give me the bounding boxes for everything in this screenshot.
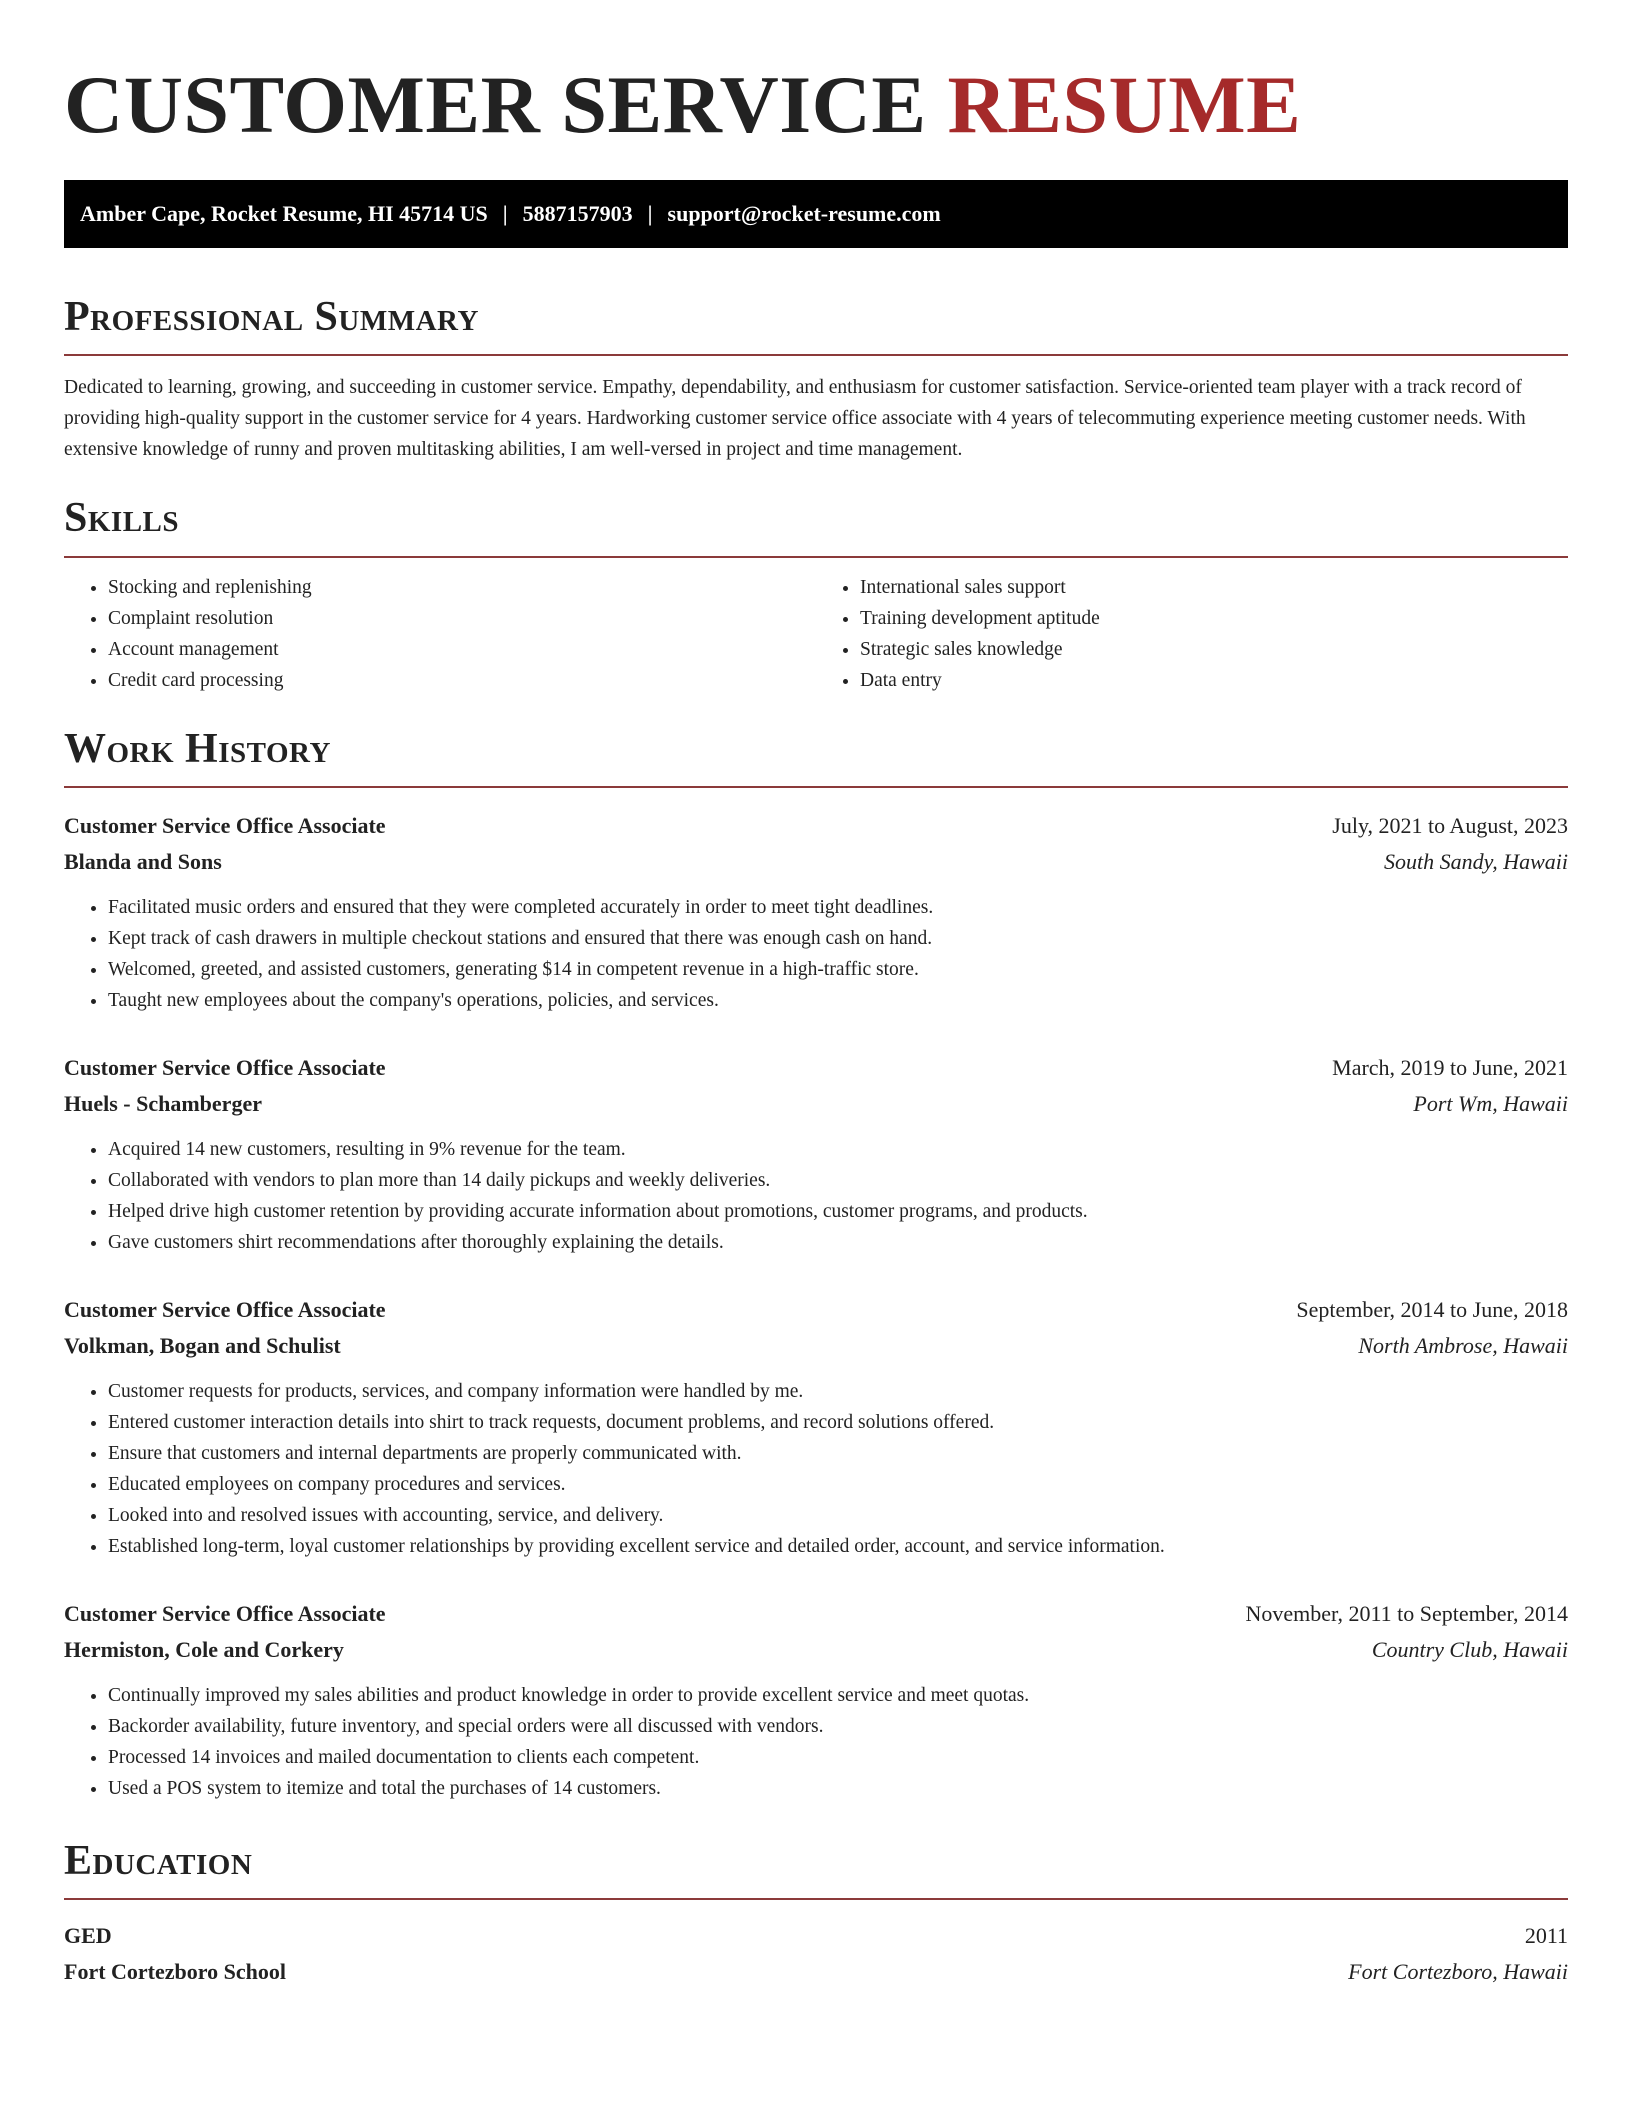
job-dates: September, 2014 to June, 2018 [1296, 1296, 1568, 1322]
summary-section [64, 294, 1568, 465]
job-bullets [64, 1134, 1568, 1258]
job-bullet: • Facilitated music orders and ensured that they were completed accurately in order to meet tight deadlines. [108, 892, 1568, 923]
work-history-heading: Work History [64, 725, 331, 772]
graduation-year: 2011 [1524, 1923, 1568, 1949]
contact-phone: 5887157903 [522, 201, 633, 227]
job-location: Port Wm, Hawaii [1413, 1090, 1568, 1116]
job-bullet: • Used a POS system to itemize and total the purchases of 14 customers. [108, 1773, 1568, 1804]
education-section [64, 1838, 1568, 1990]
skill-item: • Stocking and replenishing [108, 572, 816, 603]
skill-item: • Data entry [860, 665, 1568, 696]
job-bullet: • Entered customer interaction details into shirt to track requests, document problems, and record solutions offered. [108, 1407, 1568, 1438]
contact-separator: | [502, 201, 508, 227]
contact-bar [64, 180, 1568, 248]
skills-section [64, 495, 1568, 695]
summary-text: Dedicated to learning, growing, and succeeding in customer service. Empathy, dependability, and enthusiasm for customer satisfaction. Service-oriented team player with a track record of providing high-quality support in the customer service for 4 years. Hardworking customer service office associate with 4 years of telecommuting experience meeting customer needs. With extensive knowledge of runny and proven multitasking abilities, I am well-versed in project and time management. [64, 377, 1526, 461]
job-title: Customer Service Office Associate [64, 812, 386, 838]
contact-email: support@rocket-resume.com [667, 201, 941, 227]
job-bullet: • Welcomed, greeted, and assisted customers, generating $14 in competent revenue in a high-traffic store. [108, 954, 1568, 985]
job-bullet: • Established long-term, loyal customer relationships by providing excellent service and detailed order, account, and service information. [108, 1531, 1568, 1562]
job-dates: July, 2021 to August, 2023 [1332, 812, 1568, 838]
summary-heading: Professional Summary [64, 294, 479, 341]
contact-separator: | [647, 201, 653, 227]
job-bullet: • Looked into and resolved issues with accounting, service, and delivery. [108, 1500, 1568, 1531]
skills-columns [64, 572, 1568, 696]
education-entry [64, 1918, 1568, 1990]
section-divider [64, 1898, 1568, 1900]
job-bullet: • Gave customers shirt recommendations after thoroughly explaining the details. [108, 1227, 1568, 1258]
job-entry [64, 1050, 1568, 1258]
company-name: Blanda and Sons [64, 848, 222, 874]
job-bullets [64, 1376, 1568, 1562]
title-accent: RESUME [947, 59, 1302, 150]
job-bullets [64, 892, 1568, 1016]
job-dates: November, 2011 to September, 2014 [1245, 1600, 1568, 1626]
job-dates: March, 2019 to June, 2021 [1332, 1054, 1568, 1080]
skill-item: • Strategic sales knowledge [860, 634, 1568, 665]
job-bullet: • Acquired 14 new customers, resulting in 9% revenue for the team. [108, 1134, 1568, 1165]
resume-page [64, 0, 1568, 1990]
section-divider [64, 354, 1568, 356]
job-entry [64, 808, 1568, 1016]
job-bullet: • Collaborated with vendors to plan more than 14 daily pickups and weekly deliveries. [108, 1165, 1568, 1196]
job-bullet: • Backorder availability, future inventory, and special orders were all discussed with vendors. [108, 1711, 1568, 1742]
skills-list-right [816, 572, 1568, 696]
job-bullet: • Helped drive high customer retention by providing accurate information about promotions, customer programs, and products. [108, 1196, 1568, 1227]
company-name: Huels - Schamberger [64, 1090, 262, 1116]
job-bullet: • Continually improved my sales abilities and product knowledge in order to provide excellent service and meet quotas. [108, 1680, 1568, 1711]
title-main: CUSTOMER SERVICE [64, 59, 927, 150]
skill-item: • International sales support [860, 572, 1568, 603]
job-location: Country Club, Hawaii [1371, 1636, 1568, 1662]
job-entry [64, 1292, 1568, 1562]
job-bullet: • Customer requests for products, services, and company information were handled by me. [108, 1376, 1568, 1407]
job-bullet: • Taught new employees about the company's operations, policies, and services. [108, 985, 1568, 1016]
resume-title [64, 58, 1568, 152]
school-name: Fort Cortezboro School [64, 1959, 286, 1985]
skill-item: • Training development aptitude [860, 603, 1568, 634]
section-divider [64, 556, 1568, 558]
skill-item: • Complaint resolution [108, 603, 816, 634]
job-bullets [64, 1680, 1568, 1804]
school-location: Fort Cortezboro, Hawaii [1348, 1959, 1568, 1985]
skill-item: • Account management [108, 634, 816, 665]
job-location: South Sandy, Hawaii [1384, 848, 1568, 874]
degree: GED [64, 1923, 112, 1949]
skill-item: • Credit card processing [108, 665, 816, 696]
job-bullet: • Kept track of cash drawers in multiple checkout stations and ensured that there was enough cash on hand. [108, 923, 1568, 954]
contact-address: Amber Cape, Rocket Resume, HI 45714 US [80, 201, 488, 227]
job-title: Customer Service Office Associate [64, 1600, 386, 1626]
education-heading: Education [64, 1837, 253, 1884]
job-bullet: • Processed 14 invoices and mailed documentation to clients each competent. [108, 1742, 1568, 1773]
skills-heading: Skills [64, 495, 180, 542]
job-bullet: • Ensure that customers and internal departments are properly communicated with. [108, 1438, 1568, 1469]
section-divider [64, 786, 1568, 788]
job-title: Customer Service Office Associate [64, 1054, 386, 1080]
job-location: North Ambrose, Hawaii [1358, 1332, 1568, 1358]
company-name: Hermiston, Cole and Corkery [64, 1636, 344, 1662]
company-name: Volkman, Bogan and Schulist [64, 1332, 341, 1358]
skills-list-left [64, 572, 816, 696]
job-entry [64, 1596, 1568, 1804]
job-title: Customer Service Office Associate [64, 1296, 386, 1322]
work-history-section [64, 726, 1568, 1804]
job-bullet: • Educated employees on company procedures and services. [108, 1469, 1568, 1500]
